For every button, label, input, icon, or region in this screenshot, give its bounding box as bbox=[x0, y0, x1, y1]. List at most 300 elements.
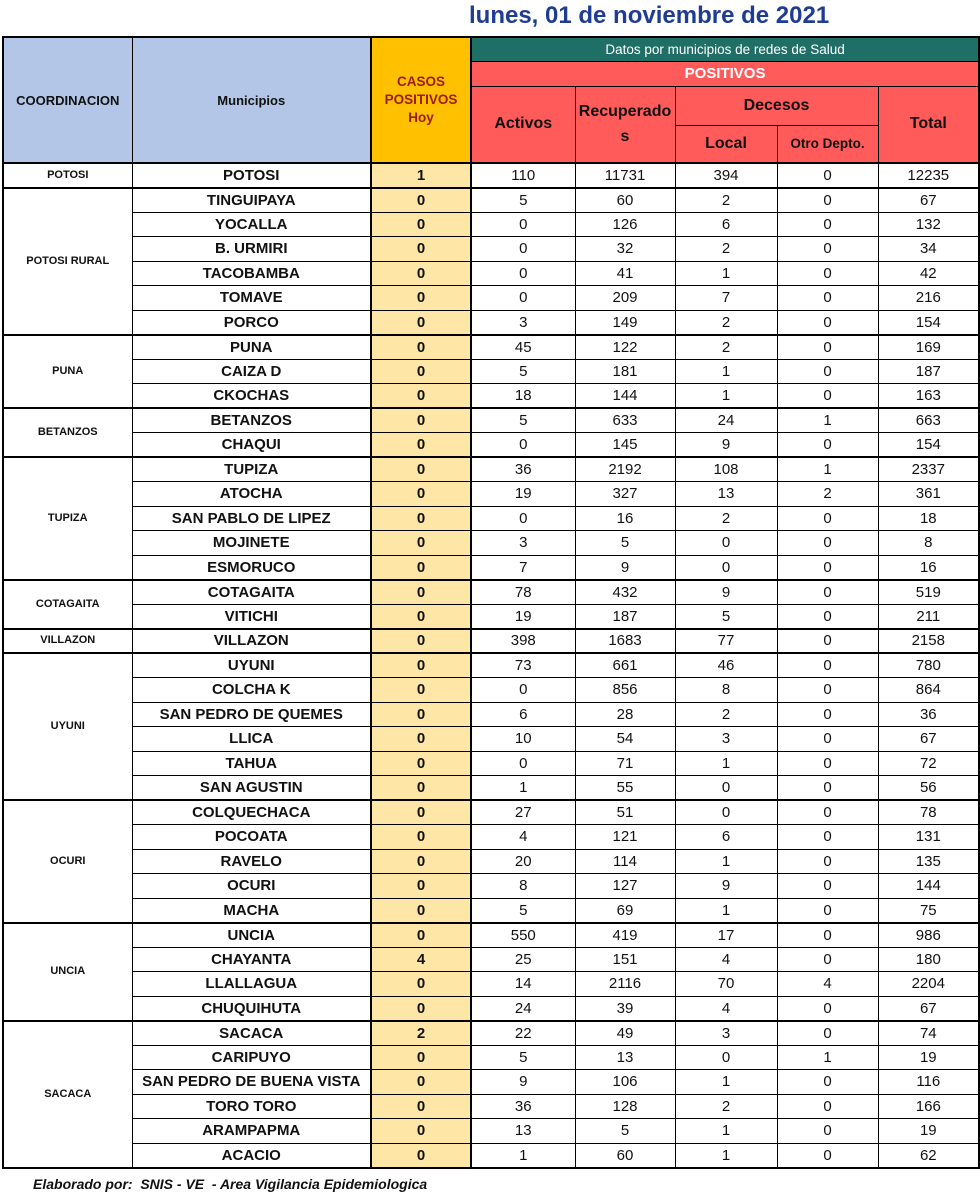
decesos-local-cell: 0 bbox=[675, 1045, 777, 1070]
decesos-otro-depto-cell: 0 bbox=[777, 653, 878, 678]
municipio-cell: VITICHI bbox=[132, 604, 371, 629]
activos-cell: 0 bbox=[471, 678, 575, 703]
activos-cell: 3 bbox=[471, 531, 575, 556]
decesos-local-cell: 394 bbox=[675, 163, 777, 188]
decesos-otro-depto-cell: 0 bbox=[777, 604, 878, 629]
decesos-otro-depto-cell: 0 bbox=[777, 996, 878, 1021]
decesos-local-cell: 17 bbox=[675, 923, 777, 948]
decesos-otro-depto-cell: 0 bbox=[777, 261, 878, 286]
table-row bbox=[3, 237, 979, 262]
casos-hoy-cell: 0 bbox=[371, 580, 471, 605]
decesos-local-cell: 1 bbox=[675, 359, 777, 384]
table-row bbox=[3, 1143, 979, 1168]
table-row bbox=[3, 384, 979, 409]
footer-credit: Elaborado por: SNIS - VE - Area Vigilancia Epidemiologica bbox=[33, 1176, 428, 1192]
total-cell: 116 bbox=[878, 1070, 979, 1095]
casos-hoy-cell: 4 bbox=[371, 947, 471, 972]
decesos-local-cell: 8 bbox=[675, 678, 777, 703]
casos-hoy-cell: 0 bbox=[371, 457, 471, 482]
municipio-cell: CHAYANTA bbox=[132, 947, 371, 972]
activos-cell: 0 bbox=[471, 433, 575, 458]
table-row bbox=[3, 923, 979, 948]
activos-cell: 78 bbox=[471, 580, 575, 605]
municipio-cell: ESMORUCO bbox=[132, 555, 371, 580]
decesos-local-cell: 3 bbox=[675, 727, 777, 752]
total-cell: 2337 bbox=[878, 457, 979, 482]
table-row bbox=[3, 580, 979, 605]
activos-cell: 22 bbox=[471, 1021, 575, 1046]
activos-cell: 36 bbox=[471, 1094, 575, 1119]
activos-cell: 4 bbox=[471, 825, 575, 850]
decesos-otro-depto-cell: 2 bbox=[777, 482, 878, 507]
decesos-otro-depto-cell: 0 bbox=[777, 163, 878, 188]
total-cell: 154 bbox=[878, 310, 979, 335]
municipio-cell: TACOBAMBA bbox=[132, 261, 371, 286]
total-cell: 519 bbox=[878, 580, 979, 605]
decesos-otro-depto-cell: 1 bbox=[777, 1045, 878, 1070]
recuperados-header-label: Recuperados bbox=[578, 103, 672, 146]
decesos-otro-depto-cell: 0 bbox=[777, 286, 878, 311]
total-cell: 67 bbox=[878, 727, 979, 752]
activos-cell: 0 bbox=[471, 751, 575, 776]
activos-cell: 45 bbox=[471, 335, 575, 360]
table-row bbox=[3, 286, 979, 311]
table-row bbox=[3, 310, 979, 335]
total-cell: 986 bbox=[878, 923, 979, 948]
decesos-otro-depto-cell: 0 bbox=[777, 506, 878, 531]
municipio-cell: SAN PEDRO DE BUENA VISTA bbox=[132, 1070, 371, 1095]
total-cell: 67 bbox=[878, 188, 979, 213]
activos-cell: 27 bbox=[471, 800, 575, 825]
total-cell: 34 bbox=[878, 237, 979, 262]
decesos-local-cell: 0 bbox=[675, 555, 777, 580]
decesos-local-cell: 9 bbox=[675, 433, 777, 458]
table-row bbox=[3, 531, 979, 556]
table-row bbox=[3, 1070, 979, 1095]
recuperados-cell: 633 bbox=[575, 408, 675, 433]
total-cell: 67 bbox=[878, 996, 979, 1021]
table-row bbox=[3, 457, 979, 482]
total-cell: 2158 bbox=[878, 629, 979, 654]
casos-hoy-cell: 0 bbox=[371, 1119, 471, 1144]
decesos-otro-depto-cell: 0 bbox=[777, 1070, 878, 1095]
decesos-local-cell: 46 bbox=[675, 653, 777, 678]
table-row bbox=[3, 359, 979, 384]
decesos-local-cell: 4 bbox=[675, 996, 777, 1021]
municipio-cell: B. URMIRI bbox=[132, 237, 371, 262]
municipio-cell: UNCIA bbox=[132, 923, 371, 948]
casos-hoy-cell: 0 bbox=[371, 825, 471, 850]
municipio-cell: YOCALLA bbox=[132, 212, 371, 237]
table-row bbox=[3, 212, 979, 237]
decesos-otro-depto-cell: 0 bbox=[777, 212, 878, 237]
total-header: Total bbox=[878, 86, 979, 163]
casos-hoy-cell: 0 bbox=[371, 776, 471, 801]
decesos-otro-depto-cell: 0 bbox=[777, 433, 878, 458]
total-cell: 62 bbox=[878, 1143, 979, 1168]
decesos-otro-depto-cell: 0 bbox=[777, 188, 878, 213]
municipio-cell: POTOSI bbox=[132, 163, 371, 188]
coordinacion-cell: UNCIA bbox=[3, 923, 132, 1021]
total-cell: 78 bbox=[878, 800, 979, 825]
table-row bbox=[3, 163, 979, 188]
table-row bbox=[3, 629, 979, 654]
recuperados-cell: 13 bbox=[575, 1045, 675, 1070]
recuperados-cell: 122 bbox=[575, 335, 675, 360]
table-row bbox=[3, 776, 979, 801]
table-row bbox=[3, 947, 979, 972]
decesos-otro-depto-cell: 0 bbox=[777, 555, 878, 580]
total-cell: 211 bbox=[878, 604, 979, 629]
decesos-otro-depto-cell: 0 bbox=[777, 702, 878, 727]
activos-cell: 5 bbox=[471, 408, 575, 433]
recuperados-cell: 128 bbox=[575, 1094, 675, 1119]
casos-hoy-cell: 0 bbox=[371, 1143, 471, 1168]
casos-hoy-cell: 0 bbox=[371, 359, 471, 384]
casos-hoy-cell: 0 bbox=[371, 335, 471, 360]
municipio-cell: TUPIZA bbox=[132, 457, 371, 482]
casos-hoy-cell: 0 bbox=[371, 408, 471, 433]
recuperados-header bbox=[575, 86, 675, 163]
casos-hoy-cell: 0 bbox=[371, 727, 471, 752]
recuperados-cell: 114 bbox=[575, 849, 675, 874]
activos-cell: 7 bbox=[471, 555, 575, 580]
recuperados-cell: 151 bbox=[575, 947, 675, 972]
decesos-local-cell: 1 bbox=[675, 849, 777, 874]
decesos-otro-depto-cell: 0 bbox=[777, 898, 878, 923]
decesos-local-cell: 1 bbox=[675, 384, 777, 409]
decesos-otro-depto-cell: 0 bbox=[777, 678, 878, 703]
activos-cell: 24 bbox=[471, 996, 575, 1021]
recuperados-cell: 69 bbox=[575, 898, 675, 923]
table-row bbox=[3, 702, 979, 727]
decesos-otro-depto-cell: 0 bbox=[777, 751, 878, 776]
recuperados-cell: 145 bbox=[575, 433, 675, 458]
activos-cell: 0 bbox=[471, 506, 575, 531]
decesos-otro-depto-cell: 0 bbox=[777, 727, 878, 752]
decesos-otro-depto-cell: 0 bbox=[777, 310, 878, 335]
recuperados-cell: 209 bbox=[575, 286, 675, 311]
municipio-cell: SAN PEDRO DE QUEMES bbox=[132, 702, 371, 727]
table-row bbox=[3, 996, 979, 1021]
coordinacion-cell: OCURI bbox=[3, 800, 132, 923]
casos-hoy-cell: 0 bbox=[371, 702, 471, 727]
municipio-cell: ARAMPAPMA bbox=[132, 1119, 371, 1144]
decesos-otro-depto-cell: 1 bbox=[777, 408, 878, 433]
activos-cell: 0 bbox=[471, 212, 575, 237]
table-row bbox=[3, 1119, 979, 1144]
municipio-cell: LLALLAGUA bbox=[132, 972, 371, 997]
municipio-cell: LLICA bbox=[132, 727, 371, 752]
activos-cell: 8 bbox=[471, 874, 575, 899]
municipio-cell: SAN AGUSTIN bbox=[132, 776, 371, 801]
table-row bbox=[3, 482, 979, 507]
decesos-local-cell: 3 bbox=[675, 1021, 777, 1046]
decesos-local-cell: 1 bbox=[675, 1143, 777, 1168]
casos-hoy-cell: 0 bbox=[371, 310, 471, 335]
recuperados-cell: 126 bbox=[575, 212, 675, 237]
municipio-cell: MACHA bbox=[132, 898, 371, 923]
total-cell: 56 bbox=[878, 776, 979, 801]
decesos-local-cell: 2 bbox=[675, 506, 777, 531]
recuperados-cell: 71 bbox=[575, 751, 675, 776]
recuperados-cell: 419 bbox=[575, 923, 675, 948]
casos-hoy-cell: 0 bbox=[371, 849, 471, 874]
total-cell: 216 bbox=[878, 286, 979, 311]
recuperados-cell: 11731 bbox=[575, 163, 675, 188]
activos-cell: 36 bbox=[471, 457, 575, 482]
coordinacion-cell: BETANZOS bbox=[3, 408, 132, 457]
municipio-cell: COLCHA K bbox=[132, 678, 371, 703]
recuperados-cell: 127 bbox=[575, 874, 675, 899]
coordinacion-cell: VILLAZON bbox=[3, 629, 132, 654]
table-row bbox=[3, 874, 979, 899]
coordinacion-cell: POTOSI RURAL bbox=[3, 188, 132, 335]
recuperados-cell: 16 bbox=[575, 506, 675, 531]
coordinacion-cell: TUPIZA bbox=[3, 457, 132, 580]
decesos-local-cell: 13 bbox=[675, 482, 777, 507]
decesos-otro-depto-cell: 0 bbox=[777, 237, 878, 262]
activos-cell: 18 bbox=[471, 384, 575, 409]
total-cell: 166 bbox=[878, 1094, 979, 1119]
casos-hoy-cell: 0 bbox=[371, 1070, 471, 1095]
casos-hoy-cell: 0 bbox=[371, 629, 471, 654]
decesos-otro-depto-cell: 0 bbox=[777, 874, 878, 899]
coordinacion-cell: COTAGAITA bbox=[3, 580, 132, 629]
municipio-cell: RAVELO bbox=[132, 849, 371, 874]
casos-hoy-cell: 2 bbox=[371, 1021, 471, 1046]
recuperados-cell: 2192 bbox=[575, 457, 675, 482]
casos-hoy-cell: 0 bbox=[371, 433, 471, 458]
decesos-otro-depto-header: Otro Depto. bbox=[777, 125, 878, 163]
total-cell: 19 bbox=[878, 1045, 979, 1070]
recuperados-cell: 432 bbox=[575, 580, 675, 605]
header-row bbox=[3, 37, 979, 61]
decesos-otro-depto-cell: 0 bbox=[777, 531, 878, 556]
municipio-cell: SACACA bbox=[132, 1021, 371, 1046]
coordinacion-cell: UYUNI bbox=[3, 653, 132, 800]
casos-hoy-cell: 1 bbox=[371, 163, 471, 188]
activos-cell: 20 bbox=[471, 849, 575, 874]
decesos-local-cell: 0 bbox=[675, 531, 777, 556]
table-row bbox=[3, 1045, 979, 1070]
recuperados-cell: 39 bbox=[575, 996, 675, 1021]
casos-hoy-cell: 0 bbox=[371, 898, 471, 923]
activos-cell: 5 bbox=[471, 188, 575, 213]
municipio-cell: TOMAVE bbox=[132, 286, 371, 311]
activos-cell: 14 bbox=[471, 972, 575, 997]
total-cell: 361 bbox=[878, 482, 979, 507]
casos-hoy-cell: 0 bbox=[371, 237, 471, 262]
municipios-header: Municipios bbox=[132, 37, 371, 163]
recuperados-cell: 54 bbox=[575, 727, 675, 752]
municipio-cell: MOJINETE bbox=[132, 531, 371, 556]
casos-hoy-cell: 0 bbox=[371, 531, 471, 556]
decesos-local-cell: 2 bbox=[675, 310, 777, 335]
table-row bbox=[3, 898, 979, 923]
total-cell: 780 bbox=[878, 653, 979, 678]
table-row bbox=[3, 506, 979, 531]
decesos-local-cell: 2 bbox=[675, 188, 777, 213]
coordinacion-cell: POTOSI bbox=[3, 163, 132, 188]
decesos-local-cell: 2 bbox=[675, 335, 777, 360]
recuperados-cell: 661 bbox=[575, 653, 675, 678]
report-date-title: lunes, 01 de noviembre de 2021 bbox=[469, 2, 830, 29]
table-row bbox=[3, 555, 979, 580]
recuperados-cell: 2116 bbox=[575, 972, 675, 997]
total-cell: 8 bbox=[878, 531, 979, 556]
decesos-local-cell: 4 bbox=[675, 947, 777, 972]
table-row bbox=[3, 678, 979, 703]
table-row bbox=[3, 1094, 979, 1119]
total-cell: 135 bbox=[878, 849, 979, 874]
total-cell: 187 bbox=[878, 359, 979, 384]
municipio-cell: ATOCHA bbox=[132, 482, 371, 507]
decesos-header: Decesos bbox=[675, 86, 878, 125]
decesos-local-cell: 9 bbox=[675, 874, 777, 899]
municipio-cell: PUNA bbox=[132, 335, 371, 360]
table-row bbox=[3, 849, 979, 874]
activos-cell: 110 bbox=[471, 163, 575, 188]
table-header bbox=[3, 37, 979, 163]
casos-hoy-cell: 0 bbox=[371, 972, 471, 997]
total-cell: 72 bbox=[878, 751, 979, 776]
recuperados-cell: 5 bbox=[575, 531, 675, 556]
recuperados-cell: 55 bbox=[575, 776, 675, 801]
table-row bbox=[3, 825, 979, 850]
recuperados-cell: 28 bbox=[575, 702, 675, 727]
coordinacion-cell: PUNA bbox=[3, 335, 132, 409]
decesos-local-header: Local bbox=[675, 125, 777, 163]
decesos-local-cell: 1 bbox=[675, 1070, 777, 1095]
municipio-cell: ACACIO bbox=[132, 1143, 371, 1168]
total-cell: 864 bbox=[878, 678, 979, 703]
decesos-local-cell: 0 bbox=[675, 776, 777, 801]
recuperados-cell: 9 bbox=[575, 555, 675, 580]
total-cell: 16 bbox=[878, 555, 979, 580]
activos-cell: 0 bbox=[471, 261, 575, 286]
activos-cell: 1 bbox=[471, 776, 575, 801]
table-row bbox=[3, 335, 979, 360]
activos-cell: 5 bbox=[471, 898, 575, 923]
decesos-otro-depto-cell: 0 bbox=[777, 776, 878, 801]
municipio-cell: POCOATA bbox=[132, 825, 371, 850]
casos-hoy-cell: 0 bbox=[371, 800, 471, 825]
recuperados-cell: 51 bbox=[575, 800, 675, 825]
municipio-cell: CHUQUIHUTA bbox=[132, 996, 371, 1021]
decesos-otro-depto-cell: 0 bbox=[777, 849, 878, 874]
recuperados-cell: 49 bbox=[575, 1021, 675, 1046]
datos-por-municipios-header: Datos por municipios de redes de Salud bbox=[471, 37, 979, 61]
decesos-otro-depto-cell: 0 bbox=[777, 1119, 878, 1144]
municipio-cell: COTAGAITA bbox=[132, 580, 371, 605]
total-cell: 18 bbox=[878, 506, 979, 531]
casos-hoy-cell: 0 bbox=[371, 261, 471, 286]
table-row bbox=[3, 261, 979, 286]
casos-hoy-cell: 0 bbox=[371, 678, 471, 703]
decesos-otro-depto-cell: 4 bbox=[777, 972, 878, 997]
recuperados-cell: 856 bbox=[575, 678, 675, 703]
decesos-local-cell: 24 bbox=[675, 408, 777, 433]
decesos-local-cell: 2 bbox=[675, 237, 777, 262]
municipio-cell: UYUNI bbox=[132, 653, 371, 678]
total-cell: 74 bbox=[878, 1021, 979, 1046]
casos-hoy-cell: 0 bbox=[371, 1094, 471, 1119]
table-row bbox=[3, 751, 979, 776]
decesos-local-cell: 1 bbox=[675, 751, 777, 776]
activos-cell: 10 bbox=[471, 727, 575, 752]
total-cell: 42 bbox=[878, 261, 979, 286]
municipio-cell: TINGUIPAYA bbox=[132, 188, 371, 213]
activos-cell: 1 bbox=[471, 1143, 575, 1168]
table-row bbox=[3, 727, 979, 752]
casos-hoy-cell: 0 bbox=[371, 555, 471, 580]
decesos-otro-depto-cell: 0 bbox=[777, 580, 878, 605]
municipio-cell: PORCO bbox=[132, 310, 371, 335]
casos-hoy-cell: 0 bbox=[371, 1045, 471, 1070]
decesos-local-cell: 2 bbox=[675, 1094, 777, 1119]
total-cell: 169 bbox=[878, 335, 979, 360]
table-row bbox=[3, 188, 979, 213]
casos-hoy-cell: 0 bbox=[371, 751, 471, 776]
total-cell: 180 bbox=[878, 947, 979, 972]
municipio-cell: CKOCHAS bbox=[132, 384, 371, 409]
activos-cell: 5 bbox=[471, 1045, 575, 1070]
total-cell: 2204 bbox=[878, 972, 979, 997]
recuperados-cell: 1683 bbox=[575, 629, 675, 654]
municipio-cell: CARIPUYO bbox=[132, 1045, 371, 1070]
recuperados-cell: 32 bbox=[575, 237, 675, 262]
municipio-cell: SAN PABLO DE LIPEZ bbox=[132, 506, 371, 531]
activos-cell: 6 bbox=[471, 702, 575, 727]
recuperados-cell: 327 bbox=[575, 482, 675, 507]
activos-cell: 9 bbox=[471, 1070, 575, 1095]
municipio-cell: VILLAZON bbox=[132, 629, 371, 654]
decesos-otro-depto-cell: 1 bbox=[777, 457, 878, 482]
table-row bbox=[3, 408, 979, 433]
municipio-cell: CAIZA D bbox=[132, 359, 371, 384]
decesos-local-cell: 108 bbox=[675, 457, 777, 482]
casos-hoy-cell: 0 bbox=[371, 188, 471, 213]
decesos-local-cell: 1 bbox=[675, 1119, 777, 1144]
decesos-otro-depto-cell: 0 bbox=[777, 1143, 878, 1168]
activos-cell: 550 bbox=[471, 923, 575, 948]
casos-hoy-cell: 0 bbox=[371, 604, 471, 629]
recuperados-cell: 187 bbox=[575, 604, 675, 629]
total-cell: 131 bbox=[878, 825, 979, 850]
decesos-otro-depto-cell: 0 bbox=[777, 335, 878, 360]
casos-hoy-cell: 0 bbox=[371, 384, 471, 409]
casos-hoy-cell: 0 bbox=[371, 874, 471, 899]
activos-header: Activos bbox=[471, 86, 575, 163]
coordinacion-cell: SACACA bbox=[3, 1021, 132, 1168]
total-cell: 144 bbox=[878, 874, 979, 899]
decesos-otro-depto-cell: 0 bbox=[777, 1094, 878, 1119]
recuperados-cell: 106 bbox=[575, 1070, 675, 1095]
activos-cell: 19 bbox=[471, 482, 575, 507]
total-cell: 19 bbox=[878, 1119, 979, 1144]
table-body bbox=[3, 163, 979, 1168]
decesos-otro-depto-cell: 0 bbox=[777, 629, 878, 654]
recuperados-cell: 5 bbox=[575, 1119, 675, 1144]
recuperados-cell: 60 bbox=[575, 188, 675, 213]
activos-cell: 73 bbox=[471, 653, 575, 678]
decesos-local-cell: 9 bbox=[675, 580, 777, 605]
activos-cell: 0 bbox=[471, 286, 575, 311]
municipio-cell: COLQUECHACA bbox=[132, 800, 371, 825]
total-cell: 36 bbox=[878, 702, 979, 727]
table-row bbox=[3, 433, 979, 458]
